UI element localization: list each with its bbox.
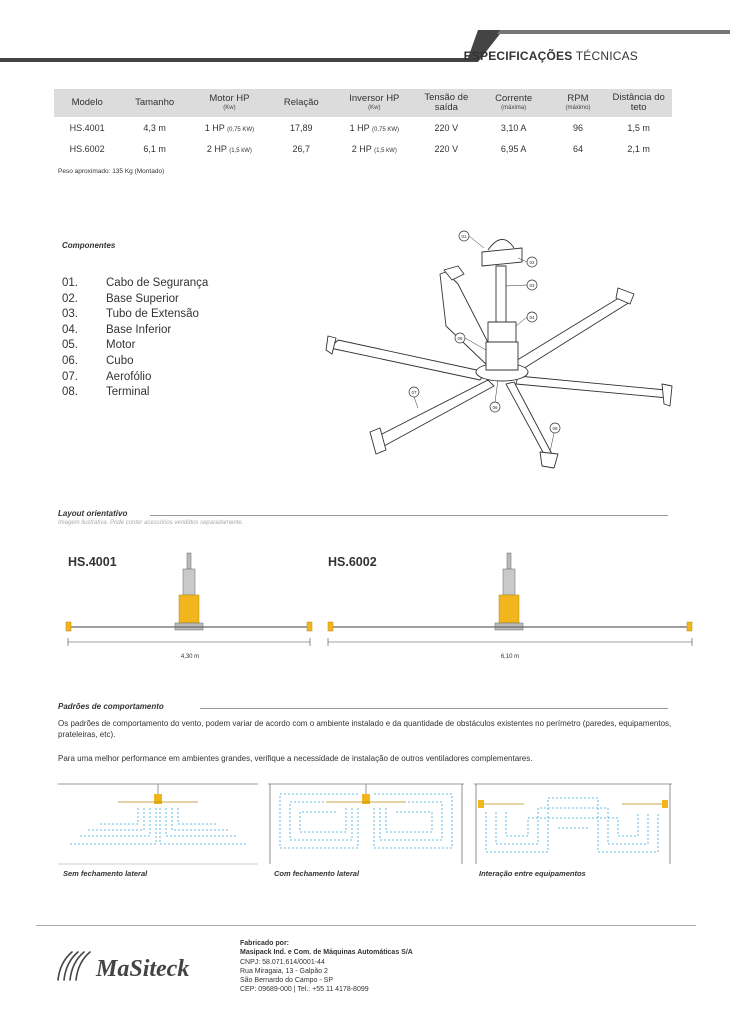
col-header: Tamanho (120, 89, 189, 117)
cell: 6,95 A (500, 143, 527, 154)
cell: HS.4001 (69, 122, 105, 133)
dimension-hs6002: 6,10 m (500, 654, 520, 660)
cell: 2 HP (1,5 kW) (351, 143, 397, 154)
airflow-fan-1 (118, 784, 198, 804)
fan-side-hs6002 (328, 553, 692, 646)
layout-title: Layout orientativo (58, 509, 128, 518)
caption-sem-fechamento: Sem fechamento lateral (63, 869, 148, 878)
footer-contact: CEP: 09689-000 | Tel.: +55 11 4178-8099 (240, 986, 369, 994)
col-header: Distância do teto (605, 89, 672, 117)
dimension-hs4001: 4,30 m (180, 654, 200, 660)
footer-divider (36, 925, 696, 926)
table-row (54, 117, 672, 138)
airflow-fans-3 (478, 800, 668, 808)
caption-com-fechamento: Com fechamento lateral (274, 869, 360, 878)
callout-02-label: 02 (529, 260, 535, 265)
table-row (54, 138, 672, 159)
col-header: Relação (270, 89, 333, 117)
footer-company: Masipack Ind. e Com. de Máquinas Automáticas S/A (240, 949, 413, 957)
col-header: Tensão de saída (416, 89, 477, 117)
cell: 2,1 m (627, 143, 650, 154)
patterns-paragraph-2: Para uma melhor performance em ambientes grandes, verifique a necessidade de instalação de outros ventiladores complementares. (58, 754, 533, 763)
cell: 96 (572, 122, 583, 133)
patterns-title: Padrões de comportamento (58, 702, 164, 711)
callout-01-label: 01 (461, 234, 467, 239)
blade-upper-right (514, 296, 630, 372)
callout-07-label: 07 (411, 390, 417, 395)
cell: 1 HP (0,75 KW) (204, 122, 255, 133)
cell: 64 (572, 143, 583, 154)
table-header-row (54, 89, 672, 117)
page-header (0, 0, 730, 70)
logo-text: MaSiteck (96, 956, 190, 982)
spec-table (54, 89, 672, 159)
caption-interacao: Interação entre equipamentos (479, 869, 586, 878)
cell: HS.6002 (69, 143, 105, 154)
safety-cable (488, 239, 514, 250)
fan-exploded-diagram (318, 222, 698, 474)
callout-03-label: 03 (529, 283, 535, 288)
list-item: 08. Terminal (62, 386, 150, 399)
blade-left (330, 340, 486, 380)
list-item: 07. Aerofólio (62, 370, 152, 383)
components-title: Componentes (62, 241, 116, 250)
upper-base (482, 248, 522, 266)
masiteck-logo (50, 948, 210, 986)
extension-tube (496, 266, 506, 322)
cell: 6,1 m (143, 143, 166, 154)
motor (486, 342, 518, 370)
col-header: Modelo (54, 89, 120, 117)
callout-05-label: 05 (457, 336, 463, 341)
airflow-diagrams (58, 778, 672, 866)
cell: 1 HP (0,75 KW) (349, 122, 400, 133)
list-item: 02. Base Superior (62, 292, 179, 305)
list-item: 06. Cubo (62, 354, 134, 367)
col-header: Inversor HP (Kw) (333, 89, 416, 117)
cell: 220 V (434, 122, 459, 133)
blade-lower-right (506, 382, 552, 454)
cell: 1,5 m (627, 122, 650, 133)
cell: 17,89 (290, 122, 313, 133)
footer-info (240, 939, 413, 995)
model-label-hs6002: HS.6002 (328, 555, 377, 569)
list-item: 04. Base Inferior (62, 323, 172, 336)
cell: 220 V (434, 143, 459, 154)
blade-right (516, 376, 668, 398)
components-list (62, 276, 208, 401)
list-item: 05. Motor (62, 339, 136, 352)
layout-subtitle: Imagem ilustrativa. Pode conter acessórios vendidos separadamente. (58, 520, 244, 526)
cell: 26,7 (292, 143, 311, 154)
cell: 4,3 m (143, 122, 166, 133)
col-header: Motor HP (Kw) (189, 89, 270, 117)
layout-drawings (60, 548, 700, 668)
callout-06-label: 06 (492, 405, 498, 410)
footer-cnpj: CNPJ: 58.071.614/0001-44 (240, 958, 325, 966)
footer-address-2: São Bernardo do Campo - SP (240, 977, 333, 985)
lower-base (488, 322, 516, 342)
patterns-paragraph-1: Os padrões de comportamento do vento, podem variar de acordo com o ambiente instalado e da quantidade de obstáculos existentes no perímetro (paredes, equipamentos, prateleiras, etc). (58, 719, 672, 739)
col-header: RPM (máximo) (551, 89, 606, 117)
callout-08-label: 08 (552, 426, 558, 431)
model-label-hs4001: HS.4001 (68, 555, 117, 569)
blade-lower-left (378, 380, 494, 446)
page-title: ESPECIFICAÇÕES TÉCNICAS (463, 49, 638, 63)
list-item: 03. Tubo de Extensão (62, 308, 199, 321)
footer-label: Fabricado por: (240, 940, 290, 947)
cell: 2 HP (1,5 kW) (206, 143, 252, 154)
list-item: 01. Cabo de Segurança (62, 277, 209, 289)
col-header: Corrente (máxima) (477, 89, 551, 117)
divider (200, 708, 668, 709)
divider (150, 515, 668, 516)
fan-side-hs4001 (66, 553, 312, 646)
callout-04-label: 04 (529, 315, 535, 320)
footer-address-1: Rua Miragaia, 13 - Galpão 2 (240, 967, 328, 975)
cell: 3,10 A (500, 122, 527, 133)
weight-note: Peso aproximado: 135 Kg (Montado) (58, 168, 165, 175)
